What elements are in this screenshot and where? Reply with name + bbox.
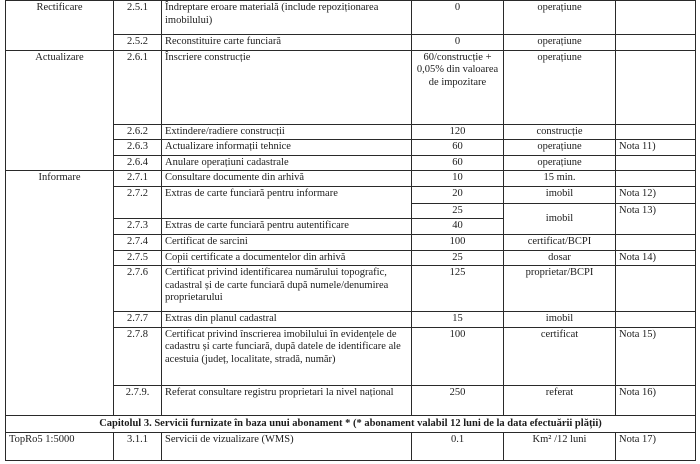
description-cell: Certificat privind înscrierea imobilului în evidențele de cadastru și carte funciară, după datele de identificare ale acestuia (județ, localitate, stradă, număr) [162, 327, 412, 385]
note-cell: Nota 14) [616, 250, 696, 266]
code-cell: 2.6.2 [114, 124, 162, 140]
value-cell: 0 [412, 35, 504, 51]
unit-cell: 15 min. [504, 171, 616, 187]
value-cell: 0 [412, 1, 504, 35]
unit-cell: construcție [504, 124, 616, 140]
note-cell [616, 266, 696, 312]
description-cell: Referat consultare registru proprietari la nivel național [162, 385, 412, 415]
description-cell: Consultare documente din arhivă [162, 171, 412, 187]
value-cell: 25 [412, 203, 504, 219]
description-cell: Înscriere construcție [162, 50, 412, 124]
description-cell: Copii certificate a documentelor din arhivă [162, 250, 412, 266]
description-cell: Certificat de sarcini [162, 235, 412, 251]
unit-cell: operațiune [504, 35, 616, 51]
description-cell: Extras de carte funciară pentru informare [162, 186, 412, 219]
code-cell: 2.7.5 [114, 250, 162, 266]
code-cell: 2.7.6 [114, 266, 162, 312]
value-cell: 40 [412, 219, 504, 235]
unit-cell: operațiune [504, 155, 616, 171]
chapter-heading-row [6, 415, 696, 433]
note-cell [616, 235, 696, 251]
code-cell: 2.7.7 [114, 312, 162, 328]
note-cell [616, 312, 696, 328]
note-cell: Nota 15) [616, 327, 696, 385]
unit-cell: referat [504, 385, 616, 415]
unit-cell: certificat/BCPI [504, 235, 616, 251]
unit-cell: dosar [504, 250, 616, 266]
value-cell: 250 [412, 385, 504, 415]
fee-table [5, 0, 696, 461]
table-row [6, 1, 696, 35]
value-cell: 10 [412, 171, 504, 187]
value-cell: 100 [412, 235, 504, 251]
fee-table-page [5, 0, 695, 464]
unit-cell: operațiune [504, 140, 616, 156]
code-cell: 2.5.2 [114, 35, 162, 51]
chapter-heading: Capitolul 3. Servicii furnizate în baza unui abonament * (* abonament valabil 12 luni de la data efectuării plății) [6, 415, 696, 433]
unit-cell: proprietar/BCPI [504, 266, 616, 312]
unit-cell: imobil [504, 186, 616, 203]
note-cell [616, 171, 696, 187]
code-cell: 2.6.4 [114, 155, 162, 171]
value-cell: 60 [412, 140, 504, 156]
note-cell [616, 155, 696, 171]
code-cell: 2.7.9. [114, 385, 162, 415]
unit-cell: certificat [504, 327, 616, 385]
table-row [6, 433, 696, 461]
description-cell: Actualizare informații tehnice [162, 140, 412, 156]
note-cell: Nota 13) [616, 203, 696, 235]
value-cell: 100 [412, 327, 504, 385]
value-cell: 0.1 [412, 433, 504, 461]
category-cell: Informare [6, 171, 114, 416]
category-cell: Rectificare [6, 1, 114, 51]
code-cell: 2.7.4 [114, 235, 162, 251]
unit-cell: Km² /12 luni [504, 433, 616, 461]
description-cell: Extras din planul cadastral [162, 312, 412, 328]
code-cell: 2.6.1 [114, 50, 162, 124]
value-cell: 120 [412, 124, 504, 140]
code-cell: 2.6.3 [114, 140, 162, 156]
value-cell: 25 [412, 250, 504, 266]
note-cell [616, 124, 696, 140]
value-cell: 60/construcție + 0,05% din valoarea de impozitare [412, 50, 504, 124]
description-cell: Servicii de vizualizare (WMS) [162, 433, 412, 461]
table-row [6, 50, 696, 124]
unit-cell: imobil [504, 312, 616, 328]
note-cell: Nota 12) [616, 186, 696, 203]
code-cell: 2.7.2 [114, 186, 162, 219]
description-cell: Reconstituire carte funciară [162, 35, 412, 51]
value-cell: 60 [412, 155, 504, 171]
code-cell: 2.5.1 [114, 1, 162, 35]
description-cell: Îndreptare eroare materială (include repoziționarea imobilului) [162, 1, 412, 35]
category-cell: TopRo5 1:5000 [6, 433, 114, 461]
value-cell: 15 [412, 312, 504, 328]
note-cell: Nota 11) [616, 140, 696, 156]
code-cell: 2.7.3 [114, 219, 162, 235]
unit-cell: operațiune [504, 1, 616, 35]
note-cell: Nota 17) [616, 433, 696, 461]
unit-cell: imobil [504, 203, 616, 235]
description-cell: Anulare operațiuni cadastrale [162, 155, 412, 171]
code-cell: 2.7.1 [114, 171, 162, 187]
description-cell: Certificat privind identificarea numărului topografic, cadastral și de carte funciară după numele/denumirea proprietarului [162, 266, 412, 312]
category-cell: Actualizare [6, 50, 114, 171]
code-cell: 3.1.1 [114, 433, 162, 461]
description-cell: Extindere/radiere construcții [162, 124, 412, 140]
table-row [6, 171, 696, 187]
note-cell: Nota 16) [616, 385, 696, 415]
note-cell [616, 35, 696, 51]
unit-cell: operațiune [504, 50, 616, 124]
value-cell: 125 [412, 266, 504, 312]
code-cell: 2.7.8 [114, 327, 162, 385]
description-cell: Extras de carte funciară pentru autentificare [162, 219, 412, 235]
value-cell: 20 [412, 186, 504, 203]
note-cell [616, 1, 696, 35]
note-cell [616, 50, 696, 124]
